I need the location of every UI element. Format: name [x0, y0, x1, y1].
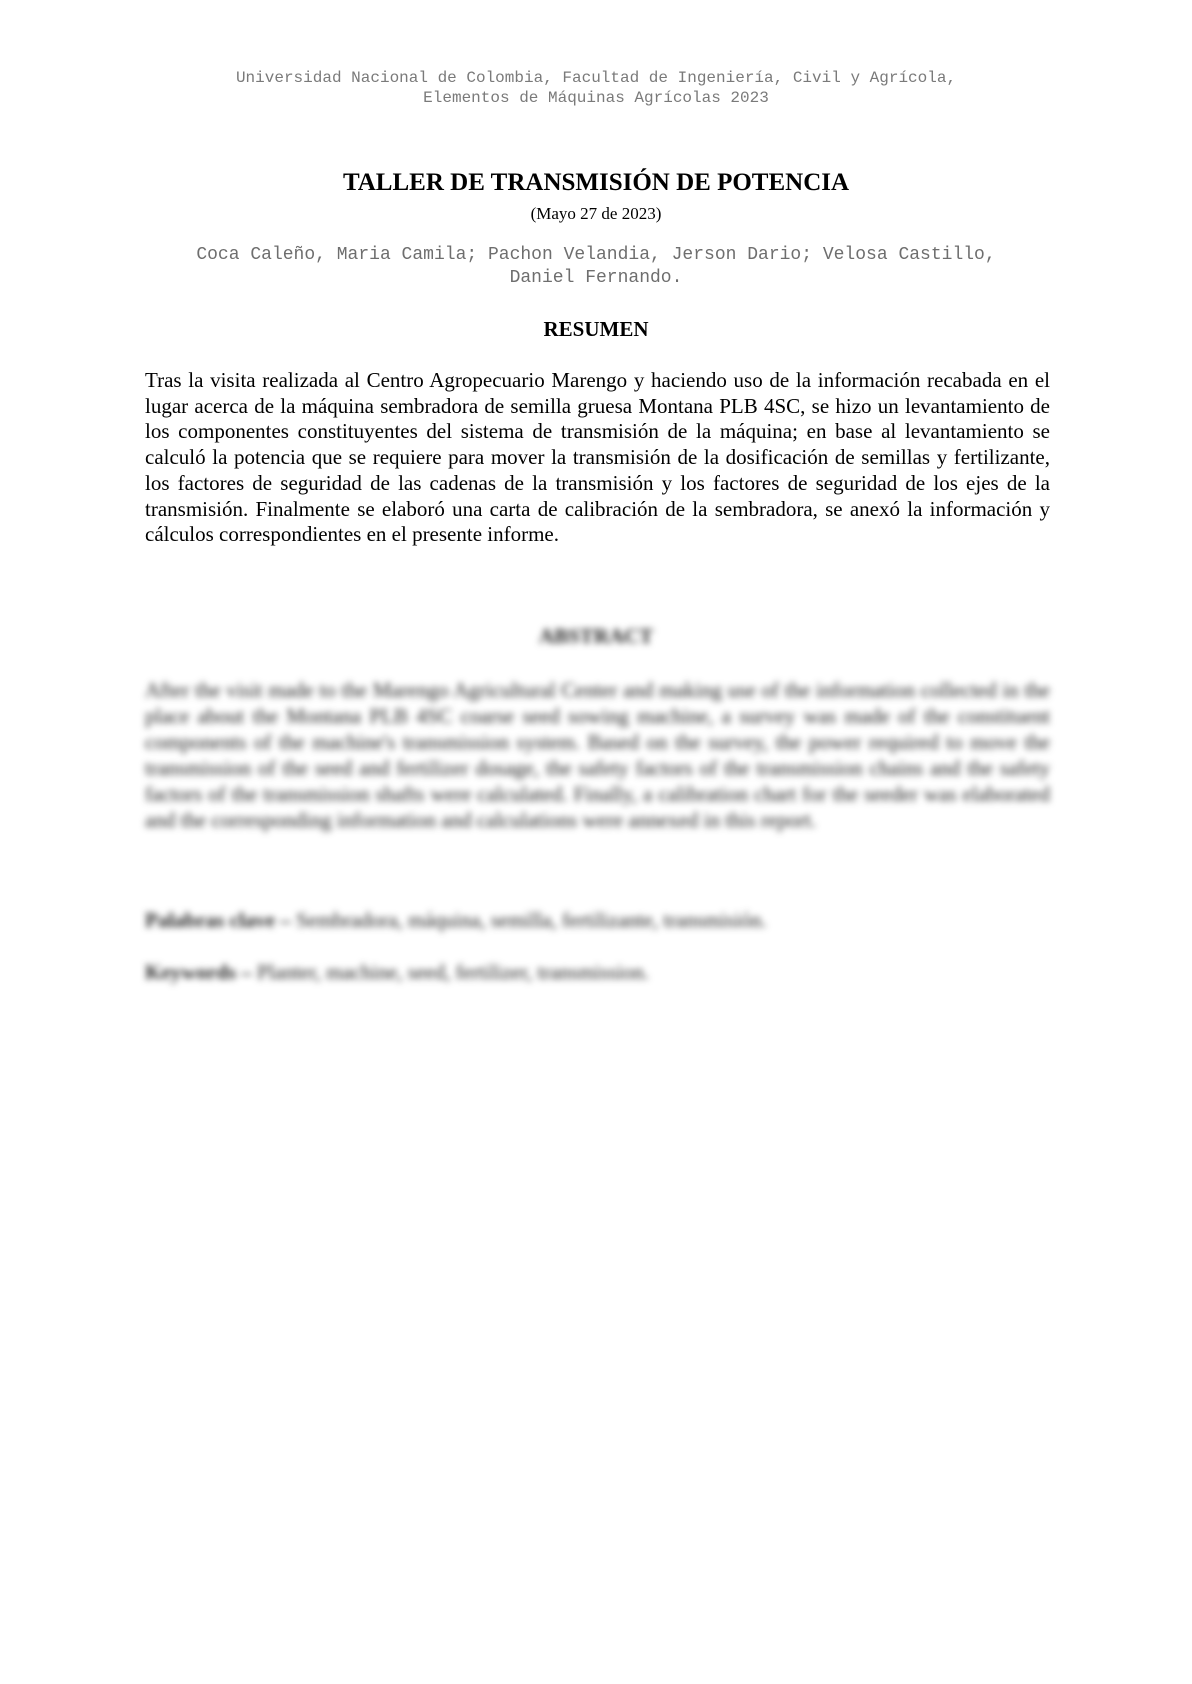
resumen-text: Tras la visita realizada al Centro Agropecuario Marengo y haciendo uso de la información recabada en el lugar acerca de la máquina sembradora de semilla gruesa Montana PLB 4SC, se hizo un levantamiento de los componentes constituyentes del sistema de transmisión de la máquina; en base al levantamiento se calculó la potencia que se requiere para mover la transmisión de la dosificación de semillas y fertilizante, los factores de seguridad de las cadenas de la transmisión y los factores de seguridad de los ejes de la transmisión. Finalmente se elaboró una carta de calibración de la sembradora, se anexó la información y cálculos correspondientes en el presente informe.: [145, 368, 1050, 547]
abstract-text: After the visit made to the Marengo Agricultural Center and making use of the information collected in the place about the Montana PLB 4SC coarse seed sowing machine, a survey was made of the constituent components of the machine's transmission system. Based on the survey, the power required to move the transmission of the seed and fertilizer dosage, the safety factors of the transmission chains and the safety factors of the transmission shafts were calculated. Finally, a calibration chart for the seeder was elaborated and the corresponding information and calculations were annexed in this report.: [145, 678, 1050, 832]
keywords-spanish-label: Palabras clave –: [145, 908, 291, 932]
keywords-english-label: Keywords –: [145, 960, 252, 984]
header-line-2: Elementos de Máquinas Agrícolas 2023: [423, 89, 769, 107]
authors: Coca Caleño, Maria Camila; Pachon Velandia, Jerson Dario; Velosa Castillo, Daniel Fernando.: [196, 245, 996, 288]
keywords-spanish-text: Sembradora, máquina, semilla, fertilizante, transmisión.: [290, 908, 767, 932]
keywords-english-text: Planter, machine, seed, fertilizer, transmission.: [251, 960, 649, 984]
running-header: [0, 68, 1192, 108]
abstract-heading: ABSTRACT: [538, 624, 654, 648]
keywords-english: [145, 959, 1050, 985]
resumen-heading: RESUMEN: [543, 317, 649, 341]
document-date: (Mayo 27 de 2023): [530, 204, 662, 223]
keywords-spanish: [145, 907, 1050, 933]
document-title: TALLER DE TRANSMISIÓN DE POTENCIA: [342, 169, 850, 196]
header-line-1: Universidad Nacional de Colombia, Facultad de Ingeniería, Civil y Agrícola,: [235, 69, 957, 87]
